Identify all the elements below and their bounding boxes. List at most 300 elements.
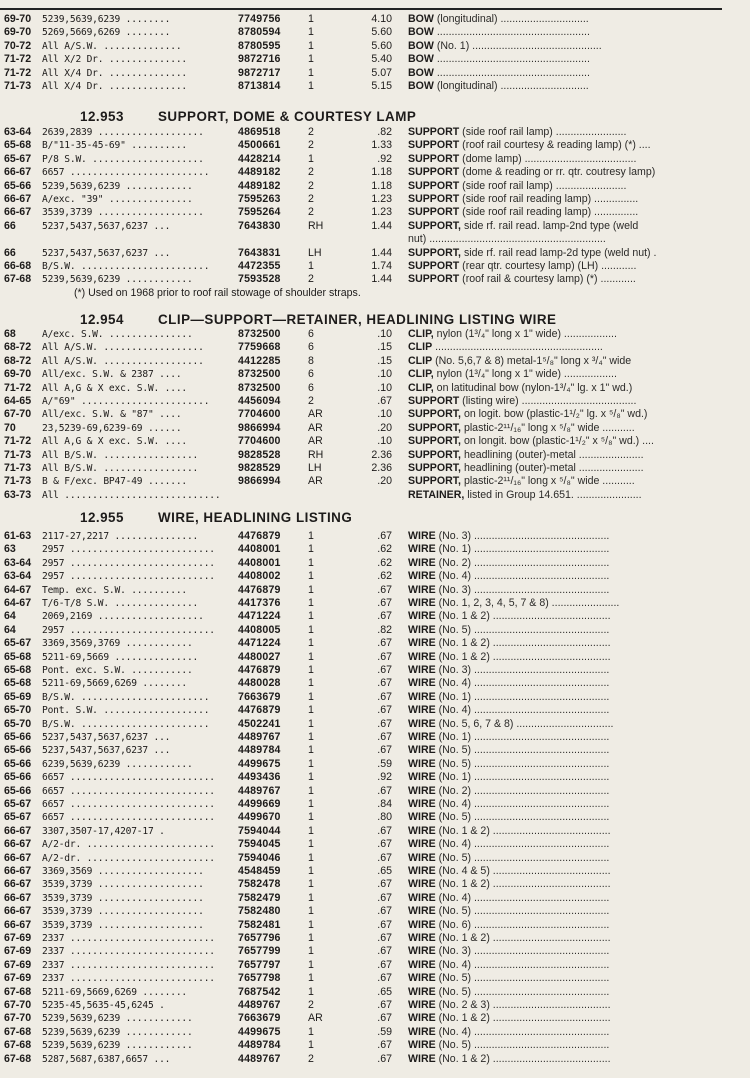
price: .20 [377,421,392,434]
part-number: 7594046 [238,851,281,864]
part-number: 4489784 [238,744,281,757]
quantity: AR [308,1012,323,1025]
quantity: 1 [308,757,314,770]
price: 5.60 [371,39,392,52]
part-number: 4408001 [238,543,281,556]
quantity: 1 [308,543,314,556]
top-rule [0,8,722,10]
part-name: SUPPORT [408,166,460,179]
part-name: WIRE [408,610,436,623]
year-range: 65-66 [4,784,32,797]
price: 1.44 [371,219,392,232]
part-name: WIRE [408,865,436,877]
part-number: 4489784 [238,1039,281,1052]
year-range: 66-67 [4,824,32,837]
model-codes: Temp. exc. S.W. .......... [42,584,187,596]
year-range: 67-68 [4,1039,32,1052]
part-detail: (No. 4) .............................................. [438,570,610,583]
part-detail: (No. 1 & 2) ........................................ [438,932,611,944]
part-name: WIRE [408,1039,436,1052]
year-range: 65-66 [4,744,32,757]
part-detail: (No. 1 & 2) ........................................ [438,610,611,623]
table-row [0,677,740,690]
model-codes: All X/4 Dr. .............. [42,81,187,92]
part-number: 9828529 [238,462,281,474]
part-description [408,637,740,650]
table-row [0,704,740,717]
table-row [0,811,740,824]
quantity: 1 [308,53,314,66]
part-name: SUPPORT, [408,219,461,232]
price: .67 [377,838,392,851]
part-number: 7749756 [238,13,281,25]
part-detail: (dome lamp) ...................................... [462,152,637,165]
part-description [408,758,740,771]
part-detail: (No. 5) .............................................. [438,905,610,918]
part-name: WIRE [408,731,436,743]
part-description [408,40,740,53]
part-detail: (No. 3) .............................................. [438,583,610,596]
table-row [0,1012,740,1025]
quantity: 1 [308,26,314,39]
quantity: 2 [308,1052,314,1065]
part-description [408,543,740,556]
price: .62 [377,556,392,569]
price: .10 [377,408,392,421]
table-row [0,80,740,93]
year-range: 71-72 [4,435,32,448]
part-name: WIRE [408,704,436,717]
part-detail: (side roof rail reading lamp) ............... [462,206,639,219]
part-description [408,260,740,273]
table-row [0,1053,740,1066]
price: .67 [377,824,392,837]
model-codes: 2337 .......................... [42,933,215,944]
table-row [0,328,740,341]
table-row [0,959,740,972]
part-name: BOW [408,13,434,25]
table-row [0,126,740,139]
table-row [0,382,740,395]
part-description [408,718,740,731]
part-name: WIRE [408,798,436,810]
part-detail: listed in Group 14.651. ...................... [467,488,642,501]
part-detail: (No. 4) .............................................. [438,891,610,904]
year-range: 66-67 [4,918,32,931]
part-description [408,731,740,744]
model-codes: 2337 .......................... [42,959,215,971]
part-description [408,153,740,166]
year-range: 65-66 [4,757,32,770]
quantity: 1 [308,597,314,609]
year-range: 66-67 [4,905,32,918]
part-detail: plastic-2¹¹/₁₆" long x ⁵/₈" wide ........... [463,421,635,434]
model-codes: B/S.W. ....................... [42,691,210,703]
part-description [408,126,740,139]
price: .67 [377,918,392,931]
year-range: 65-68 [4,139,32,152]
part-detail: (No. 2) .............................................. [438,784,610,797]
quantity: 1 [308,918,314,931]
part-name: SUPPORT [408,152,460,165]
quantity: LH [308,462,322,474]
table-row [0,771,740,784]
price: .67 [377,530,392,542]
model-codes: 5235-45,5635-45,6245 . [42,1000,165,1011]
part-name: SUPPORT [408,126,460,138]
year-range: 68-72 [4,354,32,367]
part-name: WIRE [408,972,436,985]
table-row [0,368,740,381]
price: .67 [377,677,392,690]
table-row [0,597,740,610]
part-number: 4476879 [238,704,281,717]
price: 1.74 [371,260,392,272]
year-range: 66-67 [4,838,32,851]
price: .67 [377,731,392,743]
model-codes: 5239,5639,6239 ............ [42,1013,193,1025]
model-codes: 2957 .......................... [42,557,215,569]
quantity: AR [308,421,323,434]
price: .10 [377,381,392,394]
part-detail: (roof rail courtesy & reading lamp) (*) .... [462,139,651,152]
part-name: CLIP, [408,381,434,394]
part-name: WIRE [408,784,436,797]
part-description [408,1026,740,1039]
table-row [0,718,740,731]
part-detail: nylon (1³/₄" long x 1" wide) .................. [436,328,617,340]
year-range: 65-70 [4,704,32,717]
model-codes: All A/S.W. .............. [42,40,182,52]
part-description [408,798,740,811]
part-description [408,1012,740,1025]
quantity: 6 [308,328,314,340]
part-number: 4500661 [238,139,281,152]
part-name: WIRE [408,744,436,757]
quantity: 1 [308,865,314,877]
part-detail: (No. 5,6,7 & 8) metal-1⁵/₈" long x ³/₄" wide [435,354,632,367]
year-range: 66-67 [4,206,32,219]
year-range: 70 [4,421,16,434]
model-codes: 5269,5669,6269 ........ [42,27,171,39]
part-description [408,462,740,475]
part-number: 4408001 [238,556,281,569]
price: .67 [377,958,392,971]
year-range: 71-73 [4,462,32,474]
table-row [0,395,740,408]
part-description [408,382,740,395]
part-description [408,959,740,972]
part-description [408,597,740,610]
year-range: 64-65 [4,395,32,407]
table-row [0,945,740,958]
part-detail: (No. 5) .............................................. [438,757,610,770]
part-number: 7595264 [238,206,281,219]
quantity: 2 [308,166,314,179]
section-heading [80,312,556,327]
part-number: 4480028 [238,677,281,690]
part-detail: (No. 5) .............................................. [438,811,610,824]
price: .67 [377,945,392,958]
part-description [408,489,740,502]
quantity: 1 [308,717,314,730]
part-description [408,905,740,918]
part-number: 4408005 [238,623,281,636]
model-codes: A/exc. "39" ............... [42,194,193,205]
part-name: WIRE [408,905,436,918]
year-range: 71-72 [4,53,32,66]
year-range: 66 [4,219,16,232]
quantity: 1 [308,260,314,272]
model-codes: A/2-dr. ....................... [42,852,215,864]
part-name: SUPPORT [408,139,460,152]
part-name: SUPPORT, [408,246,461,259]
quantity: 1 [308,771,314,784]
quantity: 1 [308,811,314,824]
part-description [408,206,740,219]
part-number: 7582478 [238,878,281,891]
table-row [0,624,740,637]
quantity: 1 [308,650,314,663]
table-row [0,905,740,918]
model-codes: All ............................ [42,489,221,501]
model-codes: 6657 .......................... [42,812,215,824]
price: .67 [377,690,392,703]
part-number: 4489767 [238,1052,281,1065]
model-codes: All A/S.W. .................. [42,355,204,367]
part-description [408,704,740,717]
table-row [0,758,740,771]
part-description [408,139,740,152]
year-range: 67-69 [4,932,32,944]
part-number: 7593528 [238,273,281,286]
part-description [408,355,740,368]
model-codes: 3539,3739 ................... [42,207,204,219]
part-number: 9828528 [238,448,281,461]
part-number: 4480027 [238,650,281,663]
quantity: AR [308,408,323,421]
price: .59 [377,757,392,770]
table-row [0,999,740,1012]
part-description [408,691,740,704]
part-name: WIRE [408,932,436,944]
price: 5.60 [371,26,392,39]
table-row [0,435,740,448]
model-codes: T/6-T/8 S.W. ............... [42,598,199,609]
table-row [0,878,740,891]
part-description [408,852,740,865]
model-codes: All/exc. S.W. & "87" .... [42,409,182,421]
price: .67 [377,597,392,609]
part-name: SUPPORT [408,260,460,272]
year-range: 65-66 [4,771,32,784]
part-number: 4428214 [238,152,281,165]
price: 1.33 [371,139,392,152]
part-number: 9872716 [238,53,281,66]
model-codes: 5239,5639,6239 ............ [42,1026,193,1038]
price: .15 [377,341,392,354]
price: .65 [377,865,392,877]
year-range: 71-73 [4,80,32,92]
model-codes: P/8 S.W. .................... [42,153,204,165]
part-detail: (No. 4) .............................................. [438,1025,610,1038]
section-number: 12.955 [80,510,124,525]
section-title: CLIP—SUPPORT—RETAINER, HEADLINING LISTING WIRE [158,312,557,327]
part-name: SUPPORT, [408,448,461,461]
model-codes: 23,5239-69,6239-69 ...... [42,422,182,434]
year-range: 65-66 [4,731,32,743]
quantity: 1 [308,851,314,864]
year-range: 68-72 [4,341,32,354]
year-range: 66-67 [4,166,32,179]
year-range: 65-67 [4,811,32,824]
model-codes: 3539,3739 ................... [42,879,204,891]
table-row [0,785,740,798]
part-name: CLIP, [408,368,434,381]
year-range: 63 [4,543,16,556]
section-heading [80,510,352,525]
part-description [408,557,740,570]
part-number: 7704600 [238,435,281,448]
part-description [408,1053,740,1066]
table-row [0,422,740,435]
model-codes: 5287,5687,6387,6657 ... [42,1053,171,1065]
part-name: WIRE [408,838,436,851]
price: 1.23 [371,206,392,219]
part-number: 7663679 [238,1012,281,1025]
part-number: 7594044 [238,824,281,837]
part-number: 7687542 [238,985,281,998]
price: .67 [377,1012,392,1025]
part-detail: .................................................... [436,66,590,79]
part-number: 7759668 [238,341,281,354]
part-detail: (No. 1 & 2) ........................................ [438,637,611,650]
year-range: 63-64 [4,126,32,138]
quantity: 1 [308,39,314,52]
part-detail: (No. 5) .............................................. [438,1039,610,1052]
price: 5.15 [371,80,392,92]
part-name: WIRE [408,958,436,971]
part-detail: (No. 5) .............................................. [438,972,610,985]
price: .67 [377,878,392,891]
quantity: 2 [308,139,314,152]
model-codes: 6657 .......................... [42,772,215,784]
model-codes: B/S.W. ....................... [42,261,210,272]
part-detail: (longitudinal) .............................. [436,13,589,25]
part-detail: (No. 4) .............................................. [438,677,610,690]
part-name: WIRE [408,771,436,784]
part-detail: .................................................... [436,26,590,39]
part-name: SUPPORT [408,395,460,407]
part-number: 4499675 [238,1025,281,1038]
part-detail: (No. 3) .............................................. [438,945,610,958]
part-description [408,584,740,597]
part-name: WIRE [408,918,436,931]
year-range: 63-64 [4,570,32,583]
model-codes: 2957 .......................... [42,544,215,556]
quantity: 1 [308,610,314,623]
part-description [408,999,740,1012]
price: .67 [377,717,392,730]
year-range: 66-68 [4,260,32,272]
price: .67 [377,637,392,650]
part-name: WIRE [408,583,436,596]
part-description [408,341,740,354]
part-number: 7582479 [238,891,281,904]
model-codes: 5211-69,5669 ............... [42,651,199,663]
part-number: 8780594 [238,26,281,39]
price: .67 [377,972,392,985]
part-number: 4548459 [238,865,281,877]
price: .67 [377,610,392,623]
part-number: 4499669 [238,798,281,810]
table-row [0,825,740,838]
table-row [0,206,740,219]
part-description [408,408,740,421]
price: .67 [377,891,392,904]
price: .15 [377,354,392,367]
part-description [408,838,740,851]
model-codes: B/"11-35-45-69" .......... [42,140,187,152]
year-range: 66-67 [4,851,32,864]
part-detail: (No. 1) .............................................. [438,690,610,703]
part-number: 4456094 [238,395,281,407]
model-codes: 5211-69,5669,6269 ........ [42,986,187,998]
part-detail: side rf. rail read. lamp-2nd type (weld [463,219,639,232]
table-row [0,67,740,80]
part-detail: (No. 1, 2, 3, 4, 5, 7 & 8) ....................... [438,597,620,609]
quantity: 1 [308,583,314,596]
quantity: 1 [308,80,314,92]
price: 2.36 [371,448,392,461]
part-description [408,986,740,999]
price: .67 [377,664,392,676]
model-codes: 6657 ......................... [42,167,210,179]
table-row [0,892,740,905]
part-name: BOW [408,80,434,92]
table-row [0,449,740,462]
part-description [408,945,740,958]
quantity: 1 [308,824,314,837]
model-codes: 2639,2839 ................... [42,127,204,138]
part-description [408,677,740,690]
quantity: 1 [308,985,314,998]
model-codes: All B/S.W. ................. [42,449,199,461]
table-row [0,462,740,475]
model-codes: 3539,3739 ................... [42,906,204,918]
quantity: 1 [308,891,314,904]
price: 1.23 [371,193,392,205]
part-number: 7657799 [238,945,281,958]
quantity: RH [308,448,324,461]
part-detail: (No. 1) .............................................. [438,731,610,743]
quantity: 1 [308,945,314,958]
table-row [0,355,740,368]
part-name: WIRE [408,851,436,864]
part-name: WIRE [408,677,436,690]
price: .80 [377,811,392,824]
quantity: 1 [308,66,314,79]
part-number: 4869518 [238,126,281,138]
table-row [0,651,740,664]
part-number: 4408002 [238,570,281,583]
price: .67 [377,1039,392,1052]
part-number: 4471224 [238,610,281,623]
price: .67 [377,395,392,407]
table-row [0,744,740,757]
part-detail: .................................................... [436,53,590,66]
section-title: WIRE, HEADLINING LISTING [158,510,353,525]
